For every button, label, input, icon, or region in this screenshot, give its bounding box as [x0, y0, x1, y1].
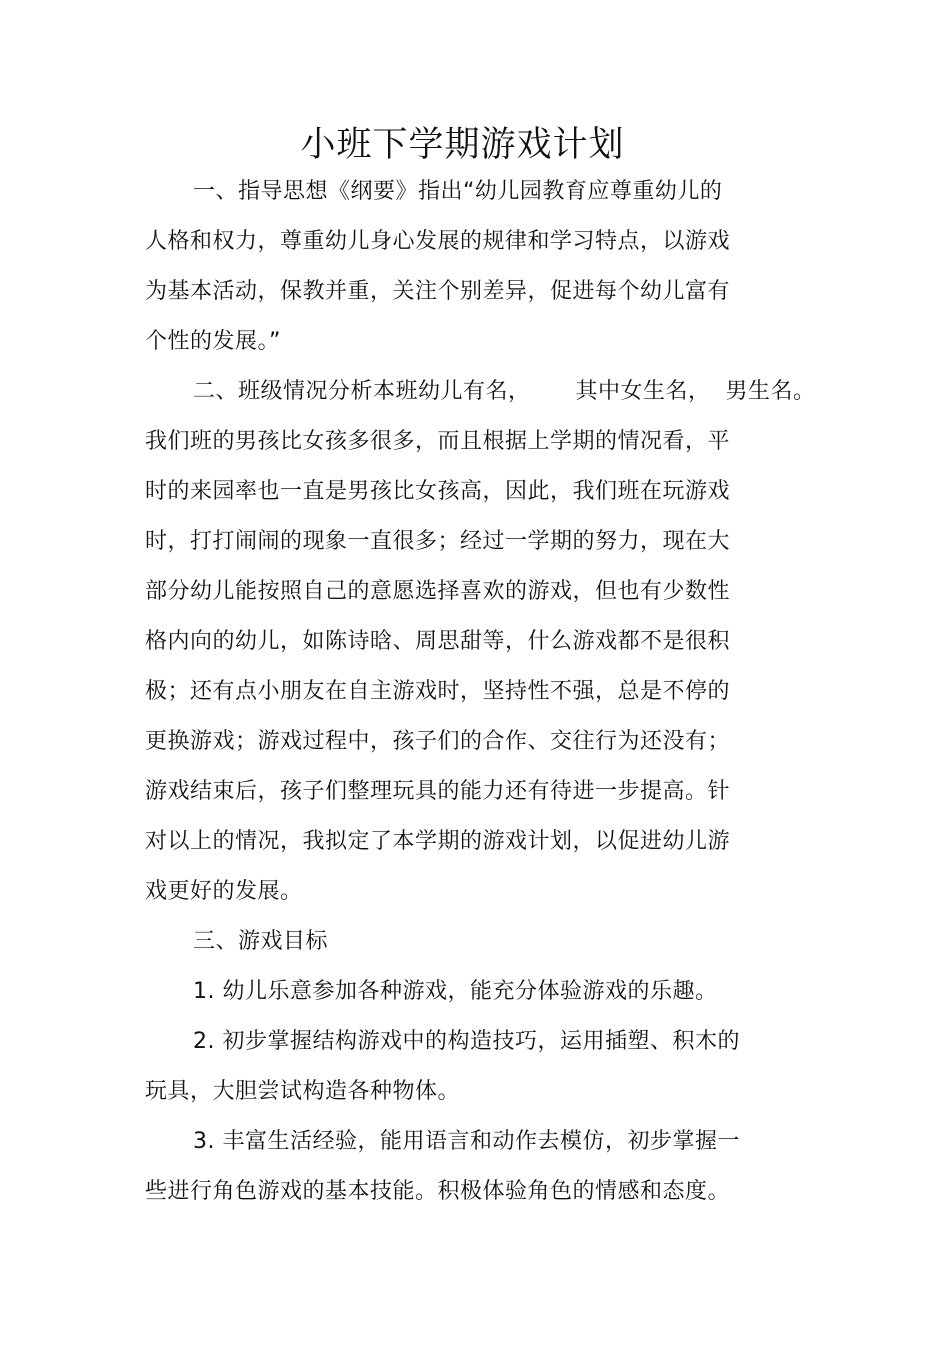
paragraph-line: 一、指导思想《纲要》指出“幼儿园教育应尊重幼儿的	[193, 179, 723, 204]
paragraph-line: 我们班的男孩比女孩多很多，而且根据上学期的情况看，平	[145, 429, 731, 454]
goal-item-3: 3. 丰富生活经验，能用语言和动作去模仿，初步掌握一	[193, 1129, 740, 1154]
paragraph-line: 时，打打闹闹的现象一直很多；经过一学期的努力，现在大	[145, 529, 731, 554]
goal-item-1: 1. 幼儿乐意参加各种游戏，能充分体验游戏的乐趣。	[193, 979, 718, 1004]
section-heading: 三、游戏目标	[193, 929, 329, 954]
paragraph-line: 更换游戏；游戏过程中，孩子们的合作、交往行为还没有；	[145, 729, 731, 754]
paragraph-line: 格内向的幼儿，如陈诗晗、周思甜等，什么游戏都不是很积	[145, 629, 731, 654]
document-title: 小班下学期游戏计划	[300, 125, 625, 165]
paragraph-line: 些进行角色游戏的基本技能。积极体验角色的情感和态度。	[145, 1179, 731, 1204]
goal-item-2: 2. 初步掌握结构游戏中的构造技巧，运用插塑、积木的	[193, 1029, 740, 1054]
paragraph-line: 个性的发展。”	[145, 329, 281, 354]
paragraph-line: 游戏结束后，孩子们整理玩具的能力还有待进一步提高。针	[145, 779, 731, 804]
paragraph-line: 部分幼儿能按照自己的意愿选择喜欢的游戏，但也有少数性	[145, 579, 731, 604]
paragraph-line: 戏更好的发展。	[145, 879, 303, 904]
paragraph-line: 极；还有点小朋友在自主游戏时，坚持性不强，总是不停的	[145, 679, 731, 704]
paragraph-line: 二、班级情况分析本班幼儿有名， 其中女生名， 男生名。	[193, 379, 816, 404]
paragraph-line: 时的来园率也一直是男孩比女孩高，因此，我们班在玩游戏	[145, 479, 731, 504]
paragraph-line: 人格和权力，尊重幼儿身心发展的规律和学习特点，以游戏	[145, 229, 731, 254]
paragraph-line: 玩具，大胆尝试构造各种物体。	[145, 1079, 461, 1104]
paragraph-line: 为基本活动，保教并重，关注个别差异，促进每个幼儿富有	[145, 279, 731, 304]
paragraph-line: 对以上的情况，我拟定了本学期的游戏计划，以促进幼儿游	[145, 829, 731, 854]
